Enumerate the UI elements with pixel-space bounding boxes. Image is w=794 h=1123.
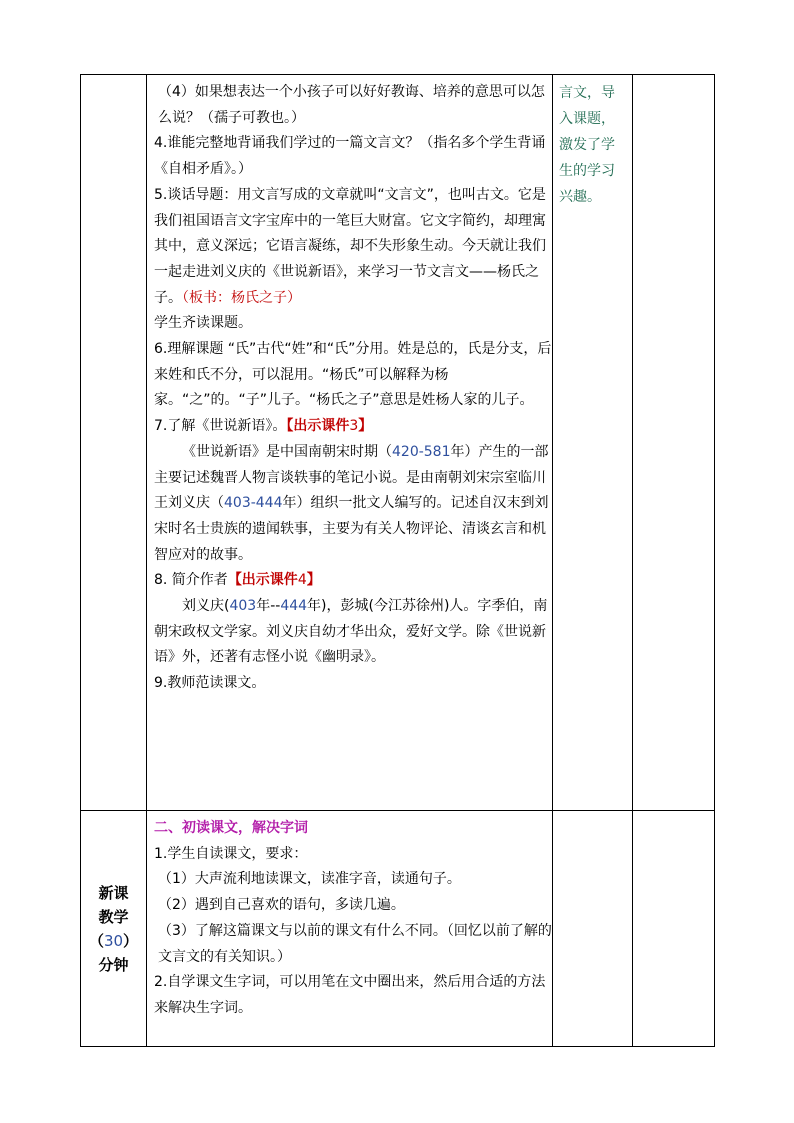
lesson-plan-table bbox=[80, 74, 715, 1047]
step-7: 7.了解《世说新语》。【出示课件3】 bbox=[154, 418, 373, 435]
board-note: （板书：杨氏之子） bbox=[182, 289, 301, 306]
section-duration: （30） bbox=[88, 931, 139, 950]
read-step-1: 1.学生自读课文，要求： bbox=[154, 845, 308, 862]
label-cell-empty bbox=[81, 75, 147, 811]
read-req-3: （3）了解这篇课文与以前的课文有什么不同。（回忆以前了解的文言文的有关知识。） bbox=[158, 922, 552, 965]
step-5-read: 学生齐读课题。 bbox=[154, 315, 252, 332]
teaching-process-cell bbox=[147, 75, 553, 811]
table-row bbox=[81, 811, 715, 1047]
step-9: 9.教师范读课文。 bbox=[154, 675, 266, 692]
section-label-cell bbox=[81, 811, 147, 1047]
step-8: 8. 简介作者【出示课件4】 bbox=[154, 572, 321, 589]
section-label-line2: 教学 bbox=[98, 907, 129, 926]
design-intent-cell-2 bbox=[553, 811, 633, 1047]
section-heading: 二、初读课文，解决字词 bbox=[154, 820, 308, 836]
design-intent-note: 言文，导入课题，激发了学生的学习兴趣。 bbox=[559, 85, 615, 205]
teaching-process-cell-2 bbox=[147, 811, 553, 1047]
table-row bbox=[81, 75, 715, 811]
empty-cell bbox=[633, 75, 715, 811]
teaching-content-2 bbox=[147, 811, 552, 1024]
read-req-2: （2）遇到自己喜欢的语句，多读几遍。 bbox=[158, 897, 405, 914]
question-4: （4）如果想表达一个小孩子可以好好教诲、培养的意思可以怎么说？（孺子可教也。） bbox=[158, 84, 545, 126]
section-label-line1: 新课 bbox=[98, 883, 129, 902]
design-intent-cell bbox=[553, 75, 633, 811]
teaching-content bbox=[147, 75, 552, 697]
read-req-1: （1）大声流利地读课文，读准字音，读通句子。 bbox=[158, 871, 461, 888]
shishuo-intro: 《世说新语》是中国南朝宋时期（420-581年）产生的一部主要记述魏晋人物言谈轶事的笔记小说。是由南朝刘宋宗室临川王刘义庆（403-444年）组织一批文人编写的。记述自汉末到刘宋时名士贵族的遗闻轶事，主要为有关人物评论、清谈玄言和机智应对的故事。 bbox=[154, 443, 549, 563]
step-6: 6.理解课题 “氏”古代“姓”和“氏”分用。姓是总的，氏是分支，后来姓和氏不分，可以混用。“杨氏”可以解释为杨家。“之”的。“子”儿子。“杨氏之子”意思是姓杨人家的儿子。 bbox=[154, 341, 552, 409]
step-5: 5.谈话导题：用文言写成的文章就叫“文言文”，也叫古文。它是我们祖国语言文字宝库中的一笔巨大财富。它文字简约，却理寓其中，意义深远；它语言凝练，却不失形象生动。今天就让我们一起走进刘义庆的《世说新语》，来学习一节文言文——杨氏之子。（板书：杨氏之子） bbox=[154, 186, 546, 306]
step-4: 4.谁能完整地背诵我们学过的一篇文言文？（指名多个学生背诵《自相矛盾》。） bbox=[154, 135, 546, 178]
author-intro: 刘义庆(403年--444年)，彭城(今江苏徐州)人。字季伯，南朝宋政权文学家。刘义庆自幼才华出众，爱好文学。除《世说新语》外，还著有志怪小说《幽明录》。 bbox=[154, 598, 548, 666]
read-step-2: 2.自学课文生字词，可以用笔在文中圈出来，然后用合适的方法来解决生字词。 bbox=[154, 974, 546, 1016]
empty-cell-2 bbox=[633, 811, 715, 1047]
section-label-line4: 分钟 bbox=[98, 955, 129, 974]
